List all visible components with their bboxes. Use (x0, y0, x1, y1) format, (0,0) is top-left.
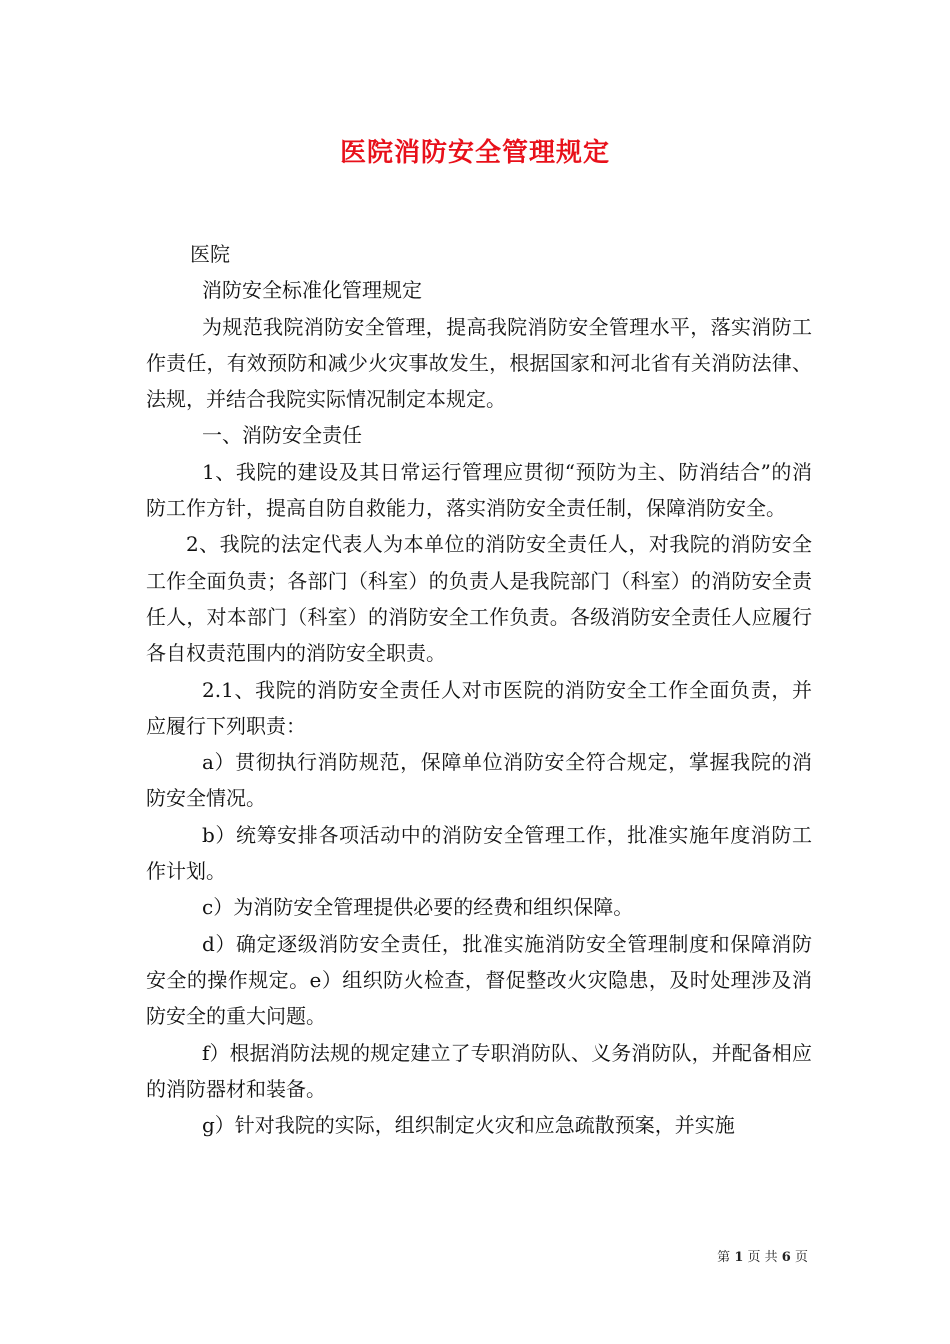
paragraph-duty-a: a）贯彻执行消防规范，保障单位消防安全符合规定，掌握我院的消防安全情况。 (146, 750, 812, 811)
paragraph-duty-b: b）统筹安排各项活动中的消防安全管理工作，批准实施年度消防工作计划。 (146, 822, 812, 884)
footer-page-number: 1 (734, 1250, 744, 1265)
page-number-footer (717, 1246, 808, 1265)
paragraph-intro: 为规范我院消防安全管理，提高我院消防安全管理水平，落实消防工作责任，有效预防和减少火灾事故发生，根据国家和河北省有关消防法律、法规，并结合我院实际情况制定本规定。 (146, 314, 812, 412)
document-body (146, 236, 812, 1143)
paragraph-item-1: 1、我院的建设及其日常运行管理应贯彻“预防为主、防消结合”的消防工作方针，提高自防自救能力，落实消防安全责任制，保障消防安全。 (146, 459, 812, 521)
footer-total-pages: 6 (781, 1250, 791, 1265)
footer-suffix: 页 (794, 1250, 808, 1265)
paragraph-duty-f: f）根据消防法规的规定建立了专职消防队、义务消防队，并配备相应的消防器材和装备。 (146, 1040, 812, 1101)
paragraph-duty-g: g）针对我院的实际，组织制定火灾和应急疏散预案，并实施 (202, 1113, 735, 1138)
paragraph-item-2: 2、我院的法定代表人为本单位的消防安全责任人，对我院的消防安全工作全面负责；各部门（科室）的负责人是我院部门（科室）的消防安全责任人，对本部门（科室）的消防安全工作负责。各级消防安全责任人应履行各自权责范围内的消防安全职责。 (146, 532, 812, 666)
paragraph-item-2-1: 2.1、我院的消防安全责任人对市医院的消防安全工作全面负责，并应履行下列职责： (146, 677, 812, 738)
paragraph-duty-c: c）为消防安全管理提供必要的经费和组织保障。 (202, 895, 634, 920)
document-title: 医院消防安全管理规定 (339, 138, 610, 168)
paragraph-subtitle: 消防安全标准化管理规定 (202, 278, 422, 303)
paragraph-duty-d-e: d）确定逐级消防安全责任，批准实施消防安全管理制度和保障消防安全的操作规定。e）组织防火检查，督促整改火灾隐患，及时处理涉及消防安全的重大问题。 (146, 931, 812, 1029)
footer-prefix: 第 (717, 1250, 731, 1265)
section-heading-1: 一、消防安全责任 (202, 423, 362, 448)
paragraph-hospital: 医院 (190, 242, 230, 266)
footer-middle: 页 共 (747, 1250, 778, 1265)
